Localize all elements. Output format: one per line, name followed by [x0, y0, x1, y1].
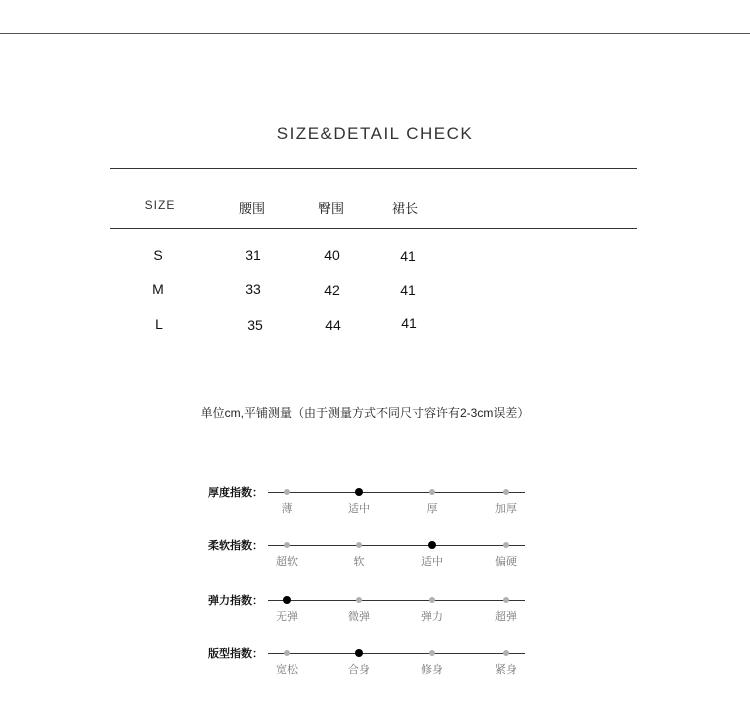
hip-cell: 42 [324, 282, 340, 298]
waist-cell: 31 [245, 247, 261, 263]
measurement-note: 单位cm,平铺测量（由于测量方式不同尺寸容许有2-3cm误差） [200, 406, 530, 420]
index-scale-line [268, 545, 525, 546]
length-cell: 41 [401, 315, 417, 331]
index-option-label: 紧身 [495, 664, 517, 676]
index-scale-line [268, 492, 525, 493]
index-label: 柔软指数： [208, 540, 263, 552]
index-option-label: 适中 [348, 503, 370, 515]
index-option-label: 合身 [348, 664, 370, 676]
index-scale-line [268, 600, 525, 601]
index-option-label: 无弹 [276, 611, 298, 623]
length-cell: 41 [400, 248, 416, 264]
index-dot-selected [428, 541, 436, 549]
index-dot [503, 489, 509, 495]
page-title: SIZE&DETAIL CHECK [276, 124, 474, 143]
index-label: 弹力指数： [208, 595, 263, 607]
index-dot [284, 489, 290, 495]
header-size: SIZE [144, 198, 176, 212]
index-option-label: 薄 [281, 503, 293, 515]
index-dot [356, 542, 362, 548]
index-scale-line [268, 653, 525, 654]
index-dot [429, 489, 435, 495]
index-option-label: 加厚 [495, 503, 517, 515]
index-option-label: 修身 [421, 664, 443, 676]
header-hip: 臀围 [317, 201, 344, 216]
index-option-label: 弹力 [421, 611, 443, 623]
index-option-label: 偏硬 [495, 556, 517, 568]
index-option-label: 宽松 [276, 664, 298, 676]
index-option-label: 厚 [426, 503, 438, 515]
index-label: 厚度指数： [208, 487, 263, 499]
hip-cell: 44 [325, 317, 341, 333]
index-dot-selected [355, 488, 363, 496]
size-cell: S [153, 247, 163, 263]
index-dot [429, 597, 435, 603]
header-waist: 腰围 [238, 201, 265, 216]
index-option-label: 超软 [276, 556, 298, 568]
index-dot [503, 542, 509, 548]
size-cell: M [152, 281, 164, 297]
waist-cell: 33 [245, 281, 261, 297]
waist-cell: 35 [247, 317, 263, 333]
index-option-label: 适中 [421, 556, 443, 568]
index-option-label: 软 [353, 556, 365, 568]
length-cell: 41 [400, 282, 416, 298]
index-dot [503, 650, 509, 656]
index-dot-selected [283, 596, 291, 604]
index-dot-selected [355, 649, 363, 657]
header-length: 裙长 [391, 201, 418, 216]
table-header-rule [110, 228, 637, 229]
size-cell: L [155, 316, 163, 332]
index-label: 版型指数： [208, 648, 263, 660]
index-dot [284, 542, 290, 548]
index-dot [356, 597, 362, 603]
index-dot [284, 650, 290, 656]
index-dot [503, 597, 509, 603]
top-divider [0, 33, 750, 34]
index-option-label: 微弹 [348, 611, 370, 623]
index-dot [429, 650, 435, 656]
table-top-rule [110, 168, 637, 169]
hip-cell: 40 [324, 247, 340, 263]
index-option-label: 超弹 [495, 611, 517, 623]
